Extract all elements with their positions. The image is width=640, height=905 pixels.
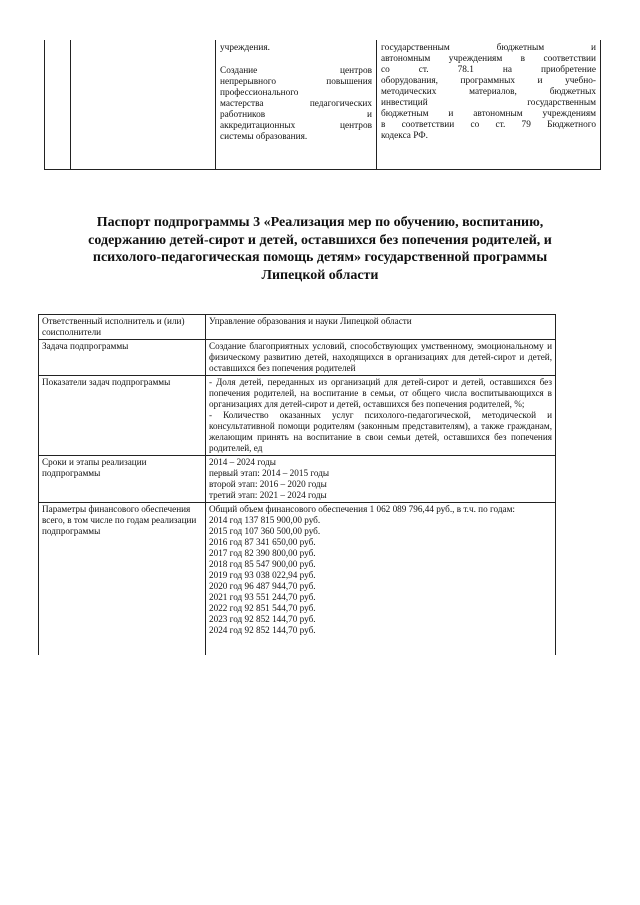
cell-line: инвестиций государственным	[381, 98, 596, 108]
year-line: 2020 год 96 487 944,70 руб.	[209, 581, 316, 591]
title-line: Паспорт подпрограммы 3 «Реализация мер по обучению, воспитанию,	[96, 215, 544, 230]
activities-cell	[216, 40, 377, 170]
cell-line: в соответствии со ст. 79 Бюджетного	[381, 120, 596, 130]
value-text: - Количество оказанных услуг психолого-педагогической, методической и консультативной помощи родителям (законным представителям), а также гражданам, желающим принять на воспитание в свои семьи детей, оставшихся без попечения родителей, ед	[209, 410, 552, 453]
row-value: Управление образования и науки Липецкой области	[206, 315, 556, 340]
table-cell	[45, 40, 71, 170]
row-value	[206, 376, 556, 456]
row-label: Ответственный исполнитель и (или) соисполнители	[39, 315, 206, 340]
funding-cell	[377, 40, 601, 170]
year-line: 2014 год 137 815 900,00 руб.	[209, 515, 321, 525]
title-line: психолого-педагогическая помощь детям» государственной программы	[92, 250, 548, 265]
title-line: Липецкой области	[261, 267, 379, 283]
passport-table	[38, 314, 556, 655]
cell-line: непрерывного повышения	[220, 77, 372, 87]
row-label: Сроки и этапы реализации подпрограммы	[39, 456, 206, 503]
value-line: второй этап: 2016 – 2020 годы	[209, 479, 327, 489]
year-line: 2018 год 85 547 900,00 руб.	[209, 559, 316, 569]
cell-line: учреждения.	[220, 43, 270, 53]
cell-line: оборудования, программных и учебно-	[381, 76, 596, 86]
cell-line: профессионального	[220, 88, 299, 98]
value-line: первый этап: 2014 – 2015 годы	[209, 468, 330, 478]
value-line: 2014 – 2024 годы	[209, 457, 276, 467]
year-line: 2017 год 82 390 800,00 руб.	[209, 548, 316, 558]
cell-line: со ст. 78.1 на приобретение	[381, 65, 596, 75]
value-line: третий этап: 2021 – 2024 годы	[209, 490, 327, 500]
value-line: Общий объем финансового обеспечения 1 062 089 796,44 руб., в т.ч. по годам:	[209, 504, 515, 514]
cell-line: кодекса РФ.	[381, 131, 428, 141]
cell-line: работников и	[220, 110, 372, 120]
cell-line: Создание центров	[220, 66, 372, 76]
continuation-table	[44, 40, 601, 170]
row-value	[206, 456, 556, 503]
value-text: - Доля детей, переданных из организаций для детей-сирот и детей, оставшихся без попечения родителей, на воспитание в семьи, от общего числа воспитывающихся в организациях для детей-сирот и детей, оставшихся без попечения родителей, %;	[209, 377, 552, 409]
table-row	[39, 340, 556, 376]
cell-line: мастерства педагогических	[220, 99, 372, 109]
subprogram-title	[60, 214, 580, 284]
cell-line: методических материалов, бюджетных	[381, 87, 596, 97]
row-value	[206, 503, 556, 656]
cell-line: бюджетным и автономным учреждениям	[381, 109, 596, 119]
table-row	[39, 315, 556, 340]
year-line: 2024 год 92 852 144,70 руб.	[209, 625, 316, 635]
cell-line: аккредитационных центров	[220, 121, 372, 131]
table-row	[39, 376, 556, 456]
cell-line: автономным учреждениям в соответствии	[381, 54, 596, 64]
year-line: 2015 год 107 360 500,00 руб.	[209, 526, 321, 536]
year-line: 2021 год 93 551 244,70 руб.	[209, 592, 316, 602]
row-label: Показатели задач подпрограммы	[39, 376, 206, 456]
value-text: Создание благоприятных условий, способствующих умственному, эмоциональному и физическому развитию детей, находящихся в организациях для детей-сирот и детей, оставшихся без попечения родителей	[209, 341, 552, 373]
cell-line: государственным бюджетным и	[381, 43, 596, 53]
year-line: 2023 год 92 852 144,70 руб.	[209, 614, 316, 624]
table-row	[39, 456, 556, 503]
row-label: Параметры финансового обеспечения всего, в том числе по годам реализации подпрограммы	[39, 503, 206, 656]
row-label: Задача подпрограммы	[39, 340, 206, 376]
row-value	[206, 340, 556, 376]
year-line: 2022 год 92 851 544,70 руб.	[209, 603, 316, 613]
table-cell	[71, 40, 216, 170]
year-line: 2016 год 87 341 650,00 руб.	[209, 537, 316, 547]
title-line: содержанию детей-сирот и детей, оставшихся без попечения родителей, и	[88, 232, 552, 248]
year-line: 2019 год 93 038 022,94 руб.	[209, 570, 316, 580]
cell-line: системы образования.	[220, 132, 308, 142]
table-row	[39, 503, 556, 656]
